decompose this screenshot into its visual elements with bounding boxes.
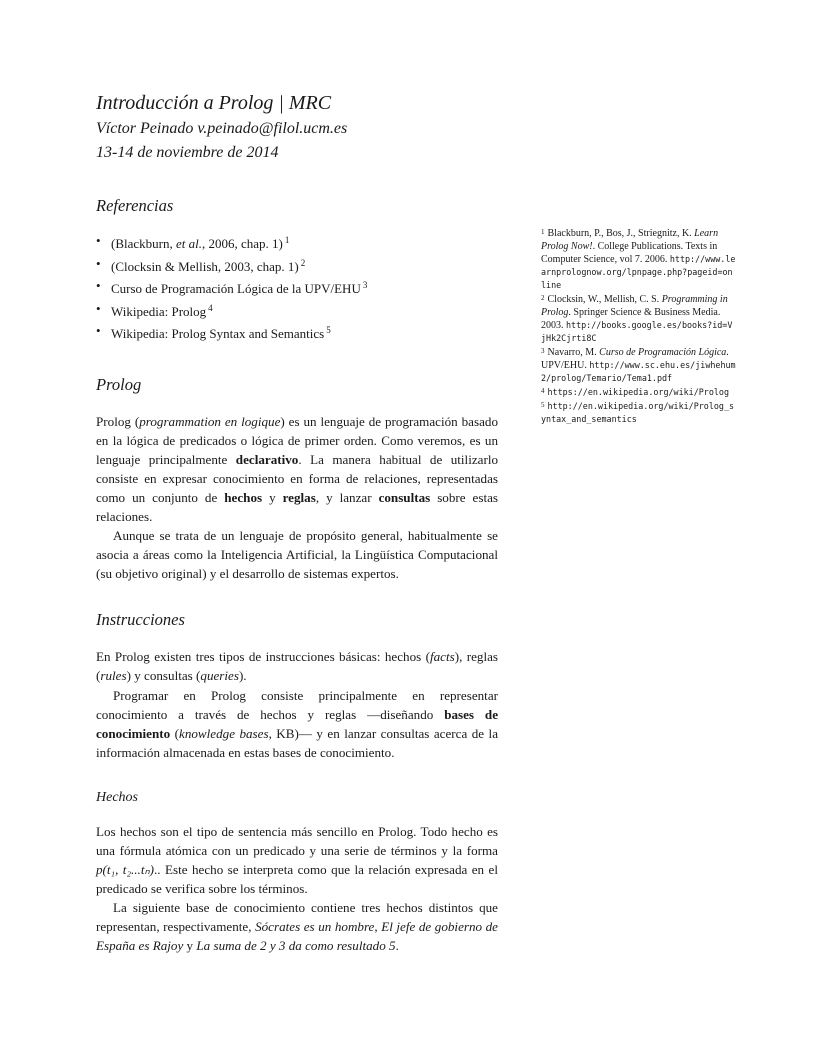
footnote-link[interactable]: http://www.learnprolognow.org/lpnpage.php?pageid=online — [541, 254, 736, 290]
footnote: $^3$ Navarro, M. Curso de Programación Lógica. UPV/EHU. http://www.sc.ehu.es/jiwhehum2/prolog/Temario/Tema1.pdf — [541, 347, 736, 383]
paragraph: La siguiente base de conocimiento contiene tres hechos distintos que representan, respectivamente, Sócrates es un hombre, El jefe de gobierno de España es Rajoy y La suma de 2 y 3 da como resultado 5. — [96, 900, 498, 954]
formula: p(t₁, t₂...tₙ) — [96, 862, 155, 878]
section-heading-referencias: Referencias — [96, 196, 174, 215]
footnote: $^5$ http://en.wikipedia.org/wiki/Prolog_syntax_and_semantics — [541, 401, 735, 424]
author-name: Víctor Peinado — [96, 120, 194, 137]
footnote-marker[interactable]: 1 — [284, 235, 290, 245]
footnote: $^1$ Blackburn, P., Bos, J., Striegnitz, K. Learn Prolog Now!. College Publications. Texts in Computer Science, vol 7. 2006. http://www.learnprolognow.org/lpnpage.php?pageid=online — [541, 228, 736, 290]
reference-item[interactable]: • Curso de Programación Lógica de la UPV/EHU $^3$ — [96, 276, 498, 299]
sidenotes — [541, 226, 737, 426]
main-column — [96, 90, 498, 956]
paragraph: Prolog (programmation en logique) es un lenguaje de programación basado en la lógica de predicados o lógica de primer orden. Como veremos, es un lenguaje principalmente declarativo. La manera habitual de utilizarlo consiste en expresar conocimiento en forma de relaciones, representadas como un conjunto de hechos y reglas, y lanzar consultas sobre estas relaciones. — [96, 413, 499, 524]
paragraph: En Prolog existen tres tipos de instrucciones básicas: hechos (facts), reglas (rules) y consultas (queries). — [96, 649, 498, 684]
footnote-marker[interactable]: 4 — [208, 302, 213, 313]
footnote-link[interactable]: http://en.wikipedia.org/wiki/Prolog_syntax_and_semantics — [541, 401, 735, 424]
reference-item[interactable]: • (Blackburn, et al., 2006, chap. 1) $^1$ — [96, 231, 498, 254]
reference-item[interactable]: • (Clocksin & Mellish, 2003, chap. 1) $^2$ — [96, 254, 498, 277]
paragraph: Aunque se trata de un lenguaje de propósito general, habitualmente se asocia a áreas como la Inteligencia Artificial, la Lingüística Computacional (su objetivo original) y el desarrollo de sistemas expertos. — [96, 528, 498, 582]
page-title: Introducción a Prolog | MRC — [96, 92, 332, 114]
reference-item[interactable]: • Wikipedia: Prolog $^4$ — [96, 299, 498, 322]
footnote-link[interactable]: http://www.sc.ehu.es/jiwhehum2/prolog/Temario/Tema1.pdf — [541, 360, 736, 383]
date: 13-14 de noviembre de 2014 — [96, 144, 279, 161]
footnote-link[interactable]: http://books.google.es/books?id=VjHk2Cjrti8C — [541, 320, 733, 343]
subsection-heading-hechos: Hechos — [96, 789, 138, 805]
footnote-marker[interactable]: 3 — [362, 280, 368, 290]
paragraph: Los hechos son el tipo de sentencia más sencillo en Prolog. Todo hecho es una fórmula atómica con un predicado y una serie de términos y la forma p(t₁, t₂...tₙ).. Este hecho se interpreta como que la relación expresada en el predicado se verifica sobre los términos. — [96, 823, 498, 897]
footnote-marker[interactable]: 5 — [326, 325, 331, 335]
footnote-marker[interactable]: 2 — [300, 257, 306, 268]
footnote: $^2$ Clocksin, W., Mellish, C. S. Programming in Prolog. Springer Science & Business Media. 2003. http://books.google.es/books?id=VjHk2Cjrti8C — [541, 294, 733, 343]
reference-list — [96, 231, 498, 344]
section-heading-instrucciones: Instrucciones — [96, 610, 185, 630]
paragraph: Programar en Prolog consiste principalmente en representar conocimiento a través de hechos y reglas —diseñando bases de conocimiento (knowledge bases, KB)— y en lanzar consultas acerca de la información almacenada en estas bases de conocimiento. — [96, 687, 499, 760]
footnote: $^4$ https://en.wikipedia.org/wiki/Prolog — [541, 387, 730, 397]
author-email[interactable]: v.peinado@filol.ucm.es — [197, 120, 348, 137]
section-heading-prolog: Prolog — [96, 374, 142, 394]
author-line — [96, 117, 498, 141]
footnote-link[interactable]: https://en.wikipedia.org/wiki/Prolog — [547, 387, 730, 397]
reference-item[interactable]: • Wikipedia: Prolog Syntax and Semantics $^5$ — [96, 321, 498, 344]
